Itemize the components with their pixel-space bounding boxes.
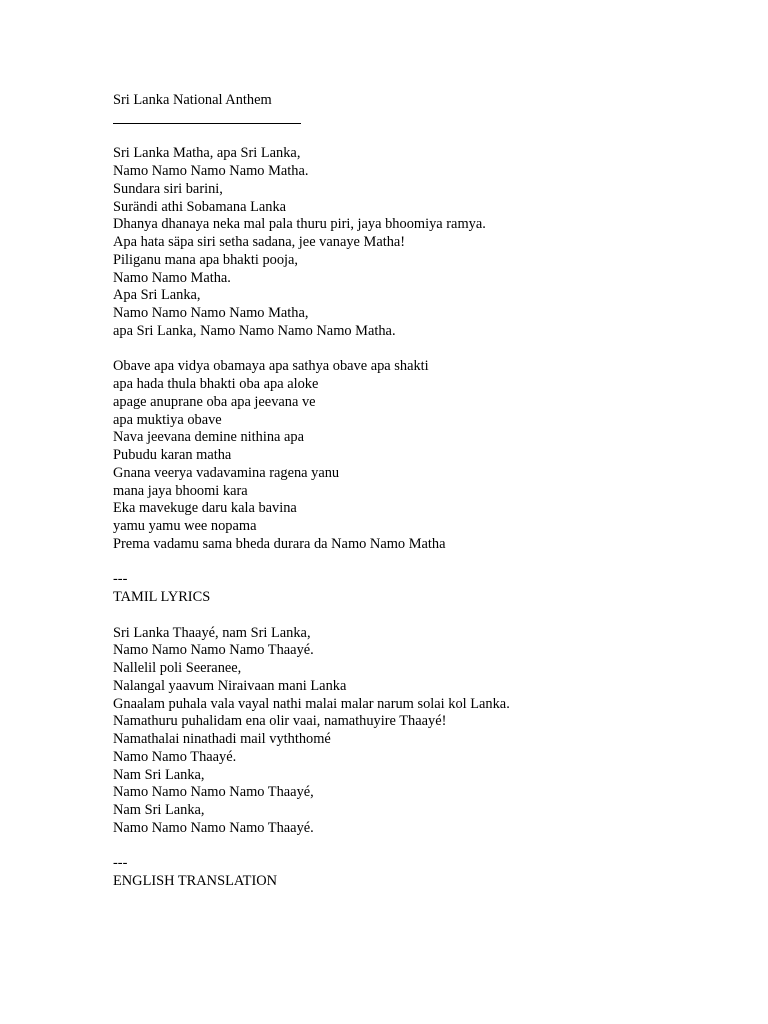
lyric-line: Namo Namo Namo Namo Thaayé.: [113, 819, 314, 836]
sinhala-stanza-1: [113, 145, 733, 340]
lyric-line: Sri Lanka Matha, apa Sri Lanka,: [113, 145, 301, 162]
section-separator: ---: [113, 571, 128, 588]
lyric-line: Gnaalam puhala vala vayal nathi malai malar narum solai kol Lanka.: [113, 695, 510, 712]
lyric-line: Dhanya dhanaya neka mal pala thuru piri, jaya bhoomiya ramya.: [113, 216, 486, 233]
lyric-line: Nava jeevana demine nithina apa: [113, 429, 304, 446]
lyric-line: Namo Namo Namo Namo Matha.: [113, 163, 309, 179]
spacer: [113, 128, 733, 146]
spacer: [113, 554, 733, 572]
lyric-line: yamu yamu wee nopama: [113, 518, 257, 534]
lyric-line: Namathuru puhalidam ena olir vaai, namathuyire Thaayé!: [113, 713, 447, 730]
lyric-line: Gnana veerya vadavamina ragena yanu: [113, 464, 340, 481]
lyric-line: Pubudu karan matha: [113, 447, 232, 463]
lyric-line: Sri Lanka Thaayé, nam Sri Lanka,: [113, 624, 311, 641]
lyric-line: Apa Sri Lanka,: [113, 287, 201, 304]
lyric-line: Obave apa vidya obamaya apa sathya obave apa shakti: [113, 358, 429, 375]
lyric-line: mana jaya bhoomi kara: [113, 482, 248, 499]
lyric-line: apage anuprane oba apa jeevana ve: [113, 393, 316, 410]
title-underline: [113, 110, 301, 128]
lyric-line: Nallelil poli Seeranee,: [113, 660, 242, 676]
spacer: [113, 607, 733, 625]
tamil-heading: TAMIL LYRICS: [113, 589, 211, 605]
lyric-line: Nalangal yaavum Niraivaan mani Lanka: [113, 677, 347, 694]
lyric-line: Namo Namo Namo Namo Thaayé.: [113, 642, 314, 659]
lyric-line: Nam Sri Lanka,: [113, 802, 205, 818]
sinhala-stanza-2: [113, 358, 733, 553]
spacer: [113, 341, 733, 359]
document-page: [113, 92, 733, 891]
lyric-line: Namo Namo Namo Namo Matha,: [113, 305, 309, 321]
lyric-line: Namathalai ninathadi mail vyththomé: [113, 731, 331, 747]
lyric-line: Namo Namo Namo Namo Thaayé,: [113, 784, 314, 801]
lyric-line: Apa hata säpa siri setha sadana, jee vanaye Matha!: [113, 234, 406, 250]
lyric-line: Sundara siri barini,: [113, 180, 223, 197]
document-title: Sri Lanka National Anthem: [113, 92, 272, 108]
section-separator: ---: [113, 855, 128, 872]
spacer: [113, 838, 733, 856]
lyric-line: Namo Namo Matha.: [113, 269, 231, 286]
lyric-line: apa hada thula bhakti oba apa aloke: [113, 376, 319, 392]
lyric-line: Nam Sri Lanka,: [113, 766, 205, 783]
lyric-line: apa Sri Lanka, Namo Namo Namo Namo Matha.: [113, 322, 396, 339]
lyric-line: Piliganu mana apa bhakti pooja,: [113, 251, 299, 268]
lyric-line: Prema vadamu sama bheda durara da Namo Namo Matha: [113, 535, 446, 552]
tamil-stanza: [113, 625, 733, 838]
lyric-line: Namo Namo Thaayé.: [113, 748, 237, 765]
english-heading: ENGLISH TRANSLATION: [113, 873, 278, 889]
lyric-line: Surändi athi Sobamana Lanka: [113, 198, 287, 215]
lyric-line: Eka mavekuge daru kala bavina: [113, 500, 297, 517]
lyric-line: apa muktiya obave: [113, 411, 222, 428]
